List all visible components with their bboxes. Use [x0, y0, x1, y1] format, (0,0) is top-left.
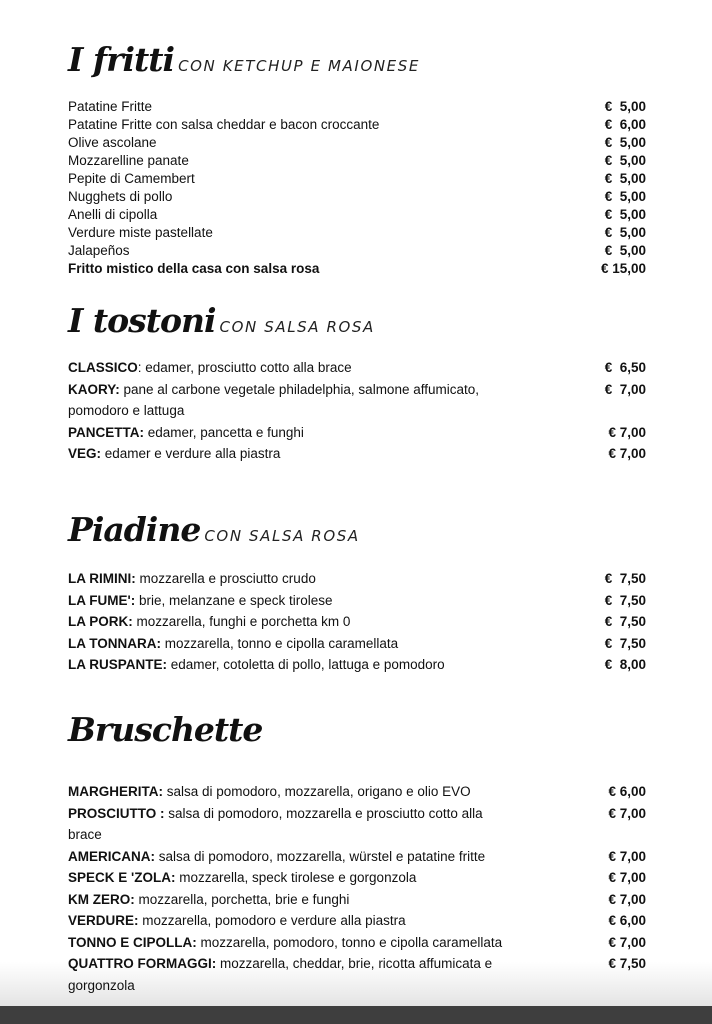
menu-item-text [68, 803, 513, 846]
item-name: PANCETTA: [68, 424, 144, 440]
item-price: € 7,00 [608, 891, 646, 907]
menu-item-text [68, 422, 304, 444]
piadine-list [68, 568, 646, 676]
item-price: € 5,00 [604, 153, 646, 168]
fritti-list [68, 98, 646, 278]
item-name: LA RIMINI: [68, 571, 136, 586]
item-description: mozzarella e prosciutto crudo [135, 571, 316, 586]
section-title: Piadine [68, 510, 201, 549]
item-price: € 6,00 [608, 784, 646, 799]
menu-item [68, 379, 646, 422]
item-description: mozzarella, pomodoro, tonno e cipolla caramellata [196, 934, 503, 950]
item-name: VEG: [68, 446, 102, 461]
item-description: Patatine Fritte con salsa cheddar e bacon croccante [68, 117, 380, 132]
section-title: Bruschette [68, 710, 263, 749]
item-description: Patatine Fritte [68, 99, 153, 114]
menu-item-text [68, 260, 319, 278]
item-name: LA RUSPANTE: [68, 657, 167, 672]
heading-piadine [68, 510, 360, 549]
item-description: mozzarella, porchetta, brie e funghi [134, 891, 350, 907]
item-price: € 5,00 [604, 207, 646, 222]
item-name: MARGHERITA: [68, 784, 163, 799]
menu-item [68, 242, 646, 260]
menu-item-text [68, 206, 157, 224]
item-name: QUATTRO FORMAGGI: [68, 956, 217, 971]
item-description: salsa di pomodoro, mozzarella, origano e olio EVO [163, 784, 471, 799]
item-description: Mozzarelline panate [68, 153, 189, 168]
menu-item [68, 98, 646, 116]
item-name: KM ZERO: [68, 891, 135, 907]
menu-item [68, 953, 646, 996]
menu-item [68, 846, 646, 868]
item-price: € 7,00 [608, 870, 646, 885]
menu-item-text [68, 932, 502, 954]
heading-fritti [68, 40, 420, 79]
menu-item [68, 781, 646, 803]
menu-item [68, 206, 646, 224]
item-description: : edamer, prosciutto cotto alla brace [137, 360, 352, 375]
menu-item-text [68, 867, 416, 889]
section-subtitle: CON SALSA ROSA [219, 318, 375, 336]
item-name: LA TONNARA: [68, 635, 161, 651]
item-description: mozzarella, tonno e cipolla caramellata [161, 635, 399, 651]
item-description: edamer e verdure alla piastra [101, 446, 281, 461]
menu-item-text [68, 170, 195, 188]
menu-item [68, 170, 646, 188]
item-description: pane al carbone vegetale philadelphia, salmone affumicato, pomodoro e lattuga [68, 381, 479, 418]
item-description: mozzarella, funghi e porchetta km 0 [132, 614, 351, 629]
item-price: € 5,00 [604, 189, 646, 204]
menu-item [68, 224, 646, 242]
item-description: Verdure miste pastellate [68, 225, 213, 240]
bottom-bar [0, 1006, 712, 1024]
menu-item [68, 611, 646, 633]
item-price: € 5,00 [604, 171, 646, 186]
item-name: VERDURE: [68, 913, 139, 928]
item-price: € 6,50 [604, 360, 646, 375]
item-price: € 7,50 [608, 956, 646, 971]
item-name: PROSCIUTTO : [68, 805, 165, 821]
item-price: € 6,00 [604, 117, 646, 132]
menu-item [68, 260, 646, 278]
menu-item-text [68, 224, 213, 242]
item-name: KAORY: [68, 381, 120, 397]
item-description: mozzarella, speck tirolese e gorgonzola [175, 870, 417, 885]
item-price: € 5,00 [604, 243, 646, 258]
item-price: € 8,00 [604, 657, 646, 672]
item-price: € 7,00 [608, 805, 646, 821]
section-subtitle: CON SALSA ROSA [204, 527, 360, 545]
item-price: € 7,50 [604, 635, 646, 651]
menu-item-text [68, 953, 513, 996]
menu-item [68, 134, 646, 152]
menu-item-text [68, 188, 172, 206]
item-name: TONNO E CIPOLLA: [68, 934, 197, 950]
menu-item-text [68, 242, 130, 260]
menu-item [68, 803, 646, 846]
menu-item [68, 116, 646, 134]
menu-item [68, 357, 646, 379]
menu-item [68, 152, 646, 170]
item-description: Olive ascolane [68, 135, 157, 150]
item-name: LA PORK: [68, 614, 133, 629]
menu-item-text [68, 611, 350, 633]
item-description: Pepite di Camembert [68, 171, 195, 186]
menu-item-text [68, 846, 485, 868]
menu-item [68, 910, 646, 932]
tostoni-list [68, 357, 646, 465]
item-price: € 7,00 [608, 446, 646, 461]
menu-item [68, 422, 646, 444]
item-description: Anelli di cipolla [68, 207, 158, 222]
menu-item-text [68, 379, 513, 422]
menu-item-text [68, 568, 316, 590]
item-price: € 5,00 [604, 225, 646, 240]
menu-item-text [68, 910, 406, 932]
item-name: AMERICANA: [68, 848, 155, 864]
menu-item-text [68, 889, 349, 911]
item-price: € 7,00 [608, 848, 646, 864]
item-price: € 15,00 [600, 261, 646, 276]
item-description: salsa di pomodoro, mozzarella e prosciutto cotto alla brace [68, 805, 483, 842]
item-name: SPECK E 'ZOLA: [68, 870, 176, 885]
item-price: € 7,50 [604, 571, 646, 586]
menu-item [68, 654, 646, 676]
item-description: edamer, cotoletta di pollo, lattuga e pomodoro [167, 657, 445, 672]
menu-item [68, 443, 646, 465]
menu-item-text [68, 781, 471, 803]
item-price: € 5,00 [604, 135, 646, 150]
item-price: € 7,50 [604, 614, 646, 629]
menu-item [68, 590, 646, 612]
item-price: € 7,00 [608, 424, 646, 440]
menu-item [68, 188, 646, 206]
item-name: LA FUME': [68, 592, 136, 608]
menu-item [68, 633, 646, 655]
item-description: salsa di pomodoro, mozzarella, würstel e patatine fritte [155, 848, 486, 864]
item-price: € 5,00 [604, 99, 646, 114]
menu-item [68, 932, 646, 954]
item-price: € 6,00 [608, 913, 646, 928]
menu-item [68, 867, 646, 889]
item-price: € 7,00 [608, 934, 646, 950]
heading-bruschette [68, 710, 262, 749]
item-name: CLASSICO [68, 360, 138, 375]
menu-item-text [68, 654, 445, 676]
item-price: € 7,50 [604, 592, 646, 608]
section-title: I tostoni [68, 301, 216, 340]
section-subtitle: CON KETCHUP E MAIONESE [178, 57, 420, 75]
menu-item-text [68, 357, 352, 379]
menu-item-text [68, 98, 152, 116]
menu-item [68, 889, 646, 911]
item-description: Nugghets di pollo [68, 189, 173, 204]
item-description: mozzarella, cheddar, brie, ricotta affumicata e gorgonzola [68, 956, 493, 993]
item-description: mozzarella, pomodoro e verdure alla piastra [138, 913, 406, 928]
item-price: € 7,00 [604, 381, 646, 397]
section-title: I fritti [68, 40, 175, 79]
menu-item-text [68, 443, 280, 465]
item-description: edamer, pancetta e funghi [144, 424, 304, 440]
menu-item-text [68, 134, 157, 152]
heading-tostoni [68, 301, 375, 340]
menu-item-text [68, 152, 189, 170]
item-name: Fritto mistico della casa con salsa rosa [68, 261, 320, 276]
menu-item-text [68, 116, 379, 134]
menu-item [68, 568, 646, 590]
bruschette-list [68, 781, 646, 996]
item-description: brie, melanzane e speck tirolese [135, 592, 333, 608]
menu-item-text [68, 590, 333, 612]
item-description: Jalapeños [68, 243, 130, 258]
menu-item-text [68, 633, 398, 655]
